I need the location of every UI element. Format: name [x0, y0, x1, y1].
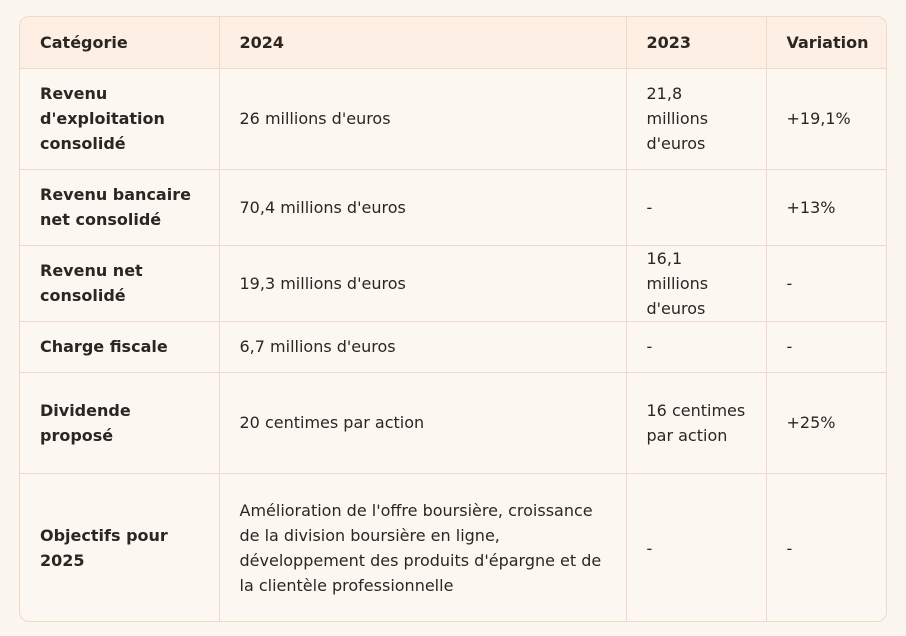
cell-category: Revenu bancaire net consolidé: [20, 169, 219, 245]
cell-2023: -: [626, 473, 766, 622]
cell-2024: Amélioration de l'offre boursière, croissance de la division boursière en ligne, développement des produits d'épargne et de la clientèle professionnelle: [219, 473, 626, 622]
header-2024: 2024: [219, 17, 626, 68]
cell-category: Revenu d'exploitation consolidé: [20, 68, 219, 169]
cell-2023: 21,8 millions d'euros: [626, 68, 766, 169]
financial-summary-table: [20, 17, 887, 622]
table-body: [20, 68, 887, 622]
table-header: [20, 17, 887, 68]
table-row: [20, 473, 887, 622]
table-row: [20, 245, 887, 321]
cell-2023: 16 centimes par action: [626, 372, 766, 473]
cell-category: Dividende proposé: [20, 372, 219, 473]
cell-2024: 20 centimes par action: [219, 372, 626, 473]
cell-category: Objectifs pour 2025: [20, 473, 219, 622]
cell-variation: +25%: [766, 372, 887, 473]
cell-2024: 6,7 millions d'euros: [219, 321, 626, 372]
cell-category: Revenu net consolidé: [20, 245, 219, 321]
table-row: [20, 68, 887, 169]
cell-2023: 16,1 millions d'euros: [626, 245, 766, 321]
cell-variation: +19,1%: [766, 68, 887, 169]
header-variation: Variation: [766, 17, 887, 68]
header-category: Catégorie: [20, 17, 219, 68]
cell-2024: 70,4 millions d'euros: [219, 169, 626, 245]
cell-variation: +13%: [766, 169, 887, 245]
cell-category: Charge fiscale: [20, 321, 219, 372]
cell-2023: -: [626, 321, 766, 372]
header-2023: 2023: [626, 17, 766, 68]
cell-variation: -: [786, 538, 793, 558]
cell-2024: 19,3 millions d'euros: [219, 245, 626, 321]
header-row: [20, 17, 887, 68]
table-row: [20, 372, 887, 473]
cell-2024: 26 millions d'euros: [219, 68, 626, 169]
table-row: [20, 169, 887, 245]
financial-summary-table-card: [19, 16, 887, 622]
cell-variation: -: [766, 321, 887, 372]
table-row: [20, 321, 887, 372]
cell-2023: -: [626, 169, 766, 245]
cell-variation: -: [766, 245, 887, 321]
